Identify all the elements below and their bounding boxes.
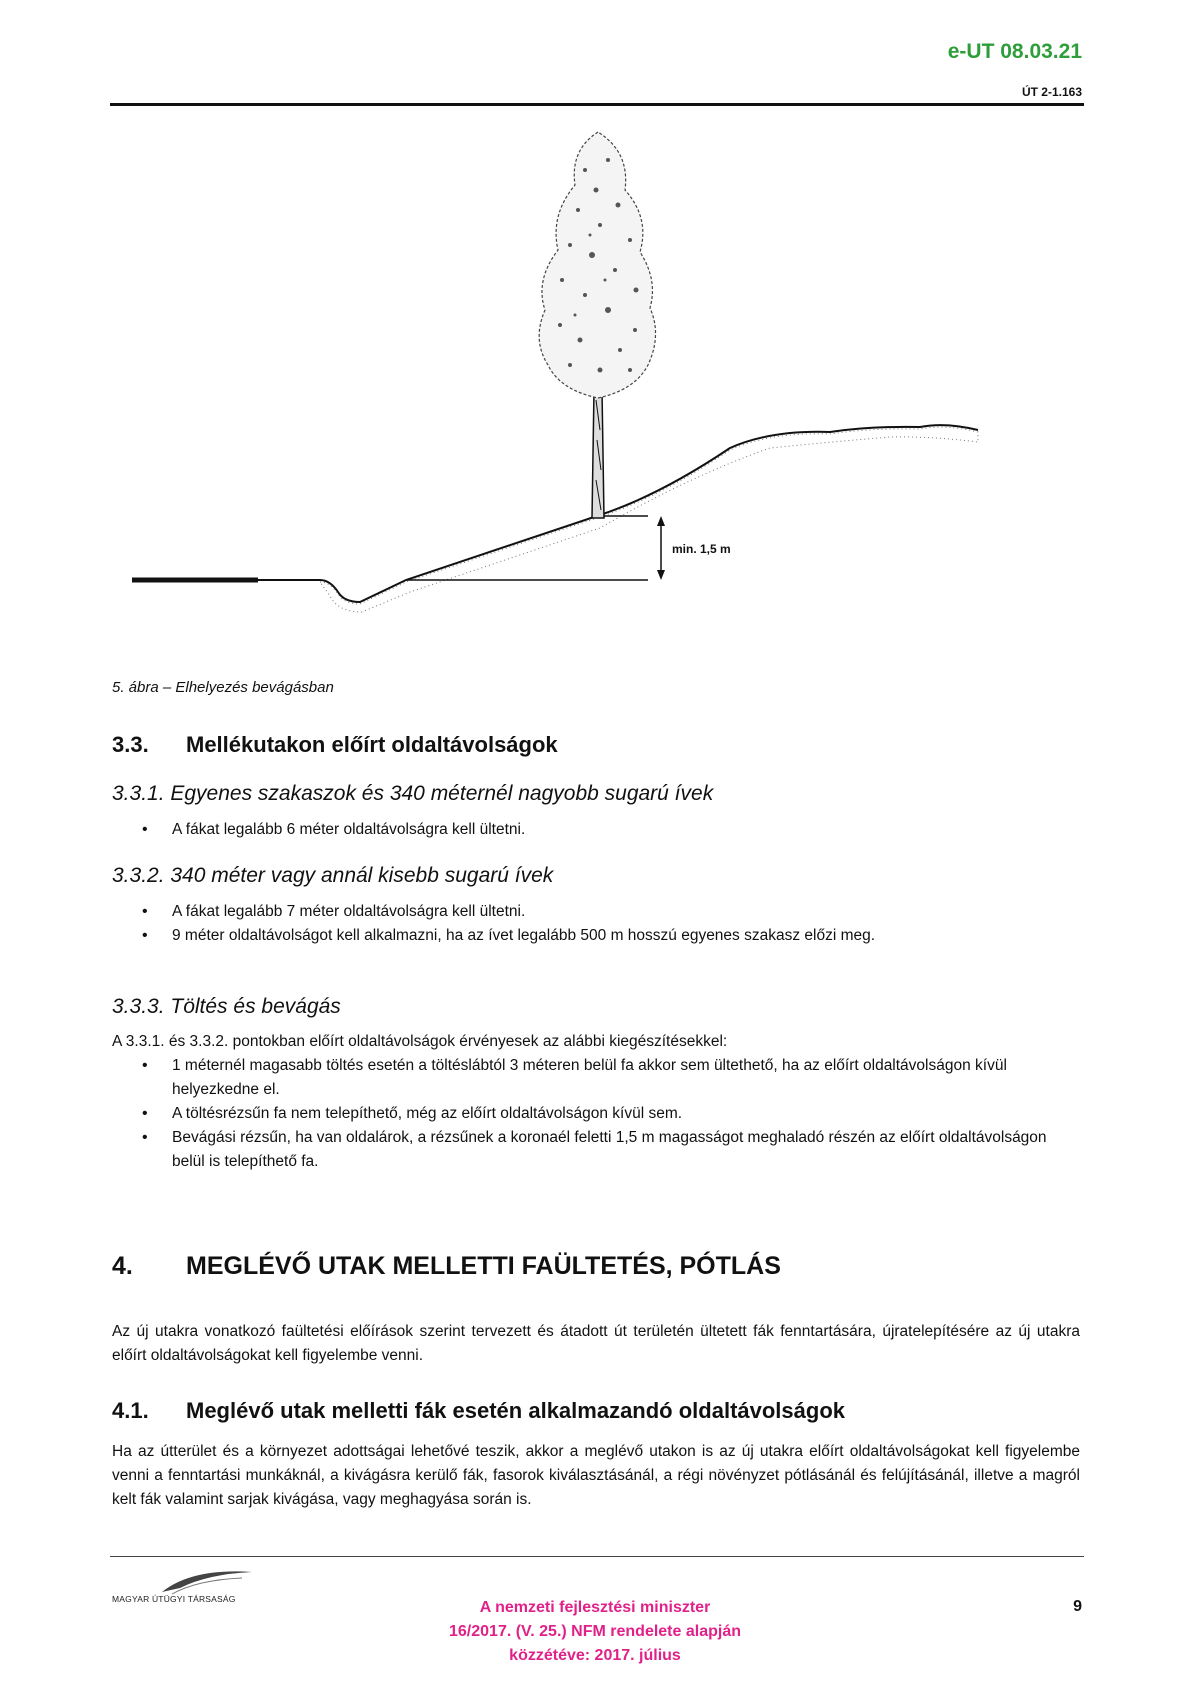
subsection-3-3-2-list [112, 900, 1067, 948]
footer-divider [110, 1556, 1084, 1557]
section-title: MEGLÉVŐ UTAK MELLETTI FAÜLTETÉS, PÓTLÁS [186, 1252, 781, 1280]
section-number: 3.3. [112, 732, 149, 757]
subsection-3-3-3-list [112, 1054, 1067, 1174]
standard-code: ÚT 2-1.163 [1021, 85, 1082, 99]
section-4-1-heading [112, 1398, 845, 1424]
section-number: 4. [112, 1252, 133, 1280]
header-divider [110, 103, 1084, 106]
list-item: • A fákat legalább 6 méter oldaltávolságra kell ültetni. [112, 818, 1080, 842]
section-3-3-heading [112, 732, 558, 758]
list-item: • A töltésrézsűn fa nem telepíthető, még az előírt oldaltávolságon kívül sem. [112, 1102, 1067, 1126]
company-logo-text: MAGYAR ÚTÜGYI TÁRSASÁG [112, 1594, 236, 1604]
document-code: e-UT 08.03.21 [947, 40, 1082, 63]
section-4-paragraph: Az új utakra vonatkozó faültetési előírások szerint tervezett és átadott út területén ültetett fák fenntartására, újratelepítésére az új utakra előírt oldaltávolságokat kell figyelembe venni. [112, 1323, 1080, 1364]
cut-slope-tree-figure [130, 130, 1060, 670]
dimension-label: min. 1,5 m [672, 542, 731, 556]
tree-crown [539, 132, 655, 398]
dimension-arrow-up [657, 516, 665, 526]
subsection-3-3-3-heading: 3.3.3. Töltés és bevágás [112, 995, 341, 1018]
publication-note-line: közzétéve: 2017. július [509, 1647, 681, 1664]
list-item: • 9 méter oldaltávolságot kell alkalmazni, ha az ívet legalább 500 m hosszú egyenes szakasz előzi meg. [112, 924, 1067, 948]
subsection-3-3-2-heading: 3.3.2. 340 méter vagy annál kisebb sugarú ívek [112, 864, 554, 887]
list-item: • Bevágási rézsűn, ha van oldalárok, a rézsűnek a koronaél feletti 1,5 m magasságot meghaladó részén az előírt oldaltávolságon belül is telepíthető fa. [112, 1126, 1067, 1174]
section-title: Mellékutakon előírt oldaltávolságok [186, 732, 558, 757]
subsection-3-3-1-heading: 3.3.1. Egyenes szakaszok és 340 méternél nagyobb sugarú ívek [112, 782, 714, 805]
tree-trunk [592, 390, 604, 518]
dimension-arrow-down [657, 570, 665, 580]
section-number: 4.1. [112, 1398, 149, 1423]
publication-note-line: A nemzeti fejlesztési miniszter [479, 1599, 711, 1616]
section-4-heading [112, 1252, 781, 1281]
list-item: • 1 méternél magasabb töltés esetén a töltéslábtól 3 méteren belül fa akkor sem ültethető, ha az előírt oldaltávolságon kívül helyezkedne el. [112, 1054, 1067, 1102]
publication-note-line: 16/2017. (V. 25.) NFM rendelete alapján [449, 1623, 741, 1640]
list-item: • A fákat legalább 7 méter oldaltávolságra kell ültetni. [112, 900, 1067, 924]
page-number: 9 [1073, 1598, 1082, 1615]
soil-layer [320, 427, 978, 612]
section-4-1-paragraph: Ha az útterület és a környezet adottságai lehetővé teszik, akkor a meglévő utakon is az új utakra előírt oldaltávolságokat kell figyelembe venni a fenntartási munkáknál, a kivágásra kerülő fák, fasorok kiválasztásánál, a régi növényzet pótlásánál és felújításánál, illetve a magról kelt fák valamint sarjak kivágása, vagy meghagyása során is. [112, 1443, 1080, 1508]
subsection-3-3-3-intro: A 3.3.1. és 3.3.2. pontokban előírt oldaltávolságok érvényesek az alábbi kiegészítésekkel: [112, 1033, 728, 1050]
figure-caption: 5. ábra – Elhelyezés bevágásban [112, 679, 334, 696]
section-title: Meglévő utak melletti fák esetén alkalmazandó oldaltávolságok [186, 1398, 846, 1423]
subsection-3-3-1-list [112, 818, 1080, 842]
publication-note [380, 1596, 810, 1668]
